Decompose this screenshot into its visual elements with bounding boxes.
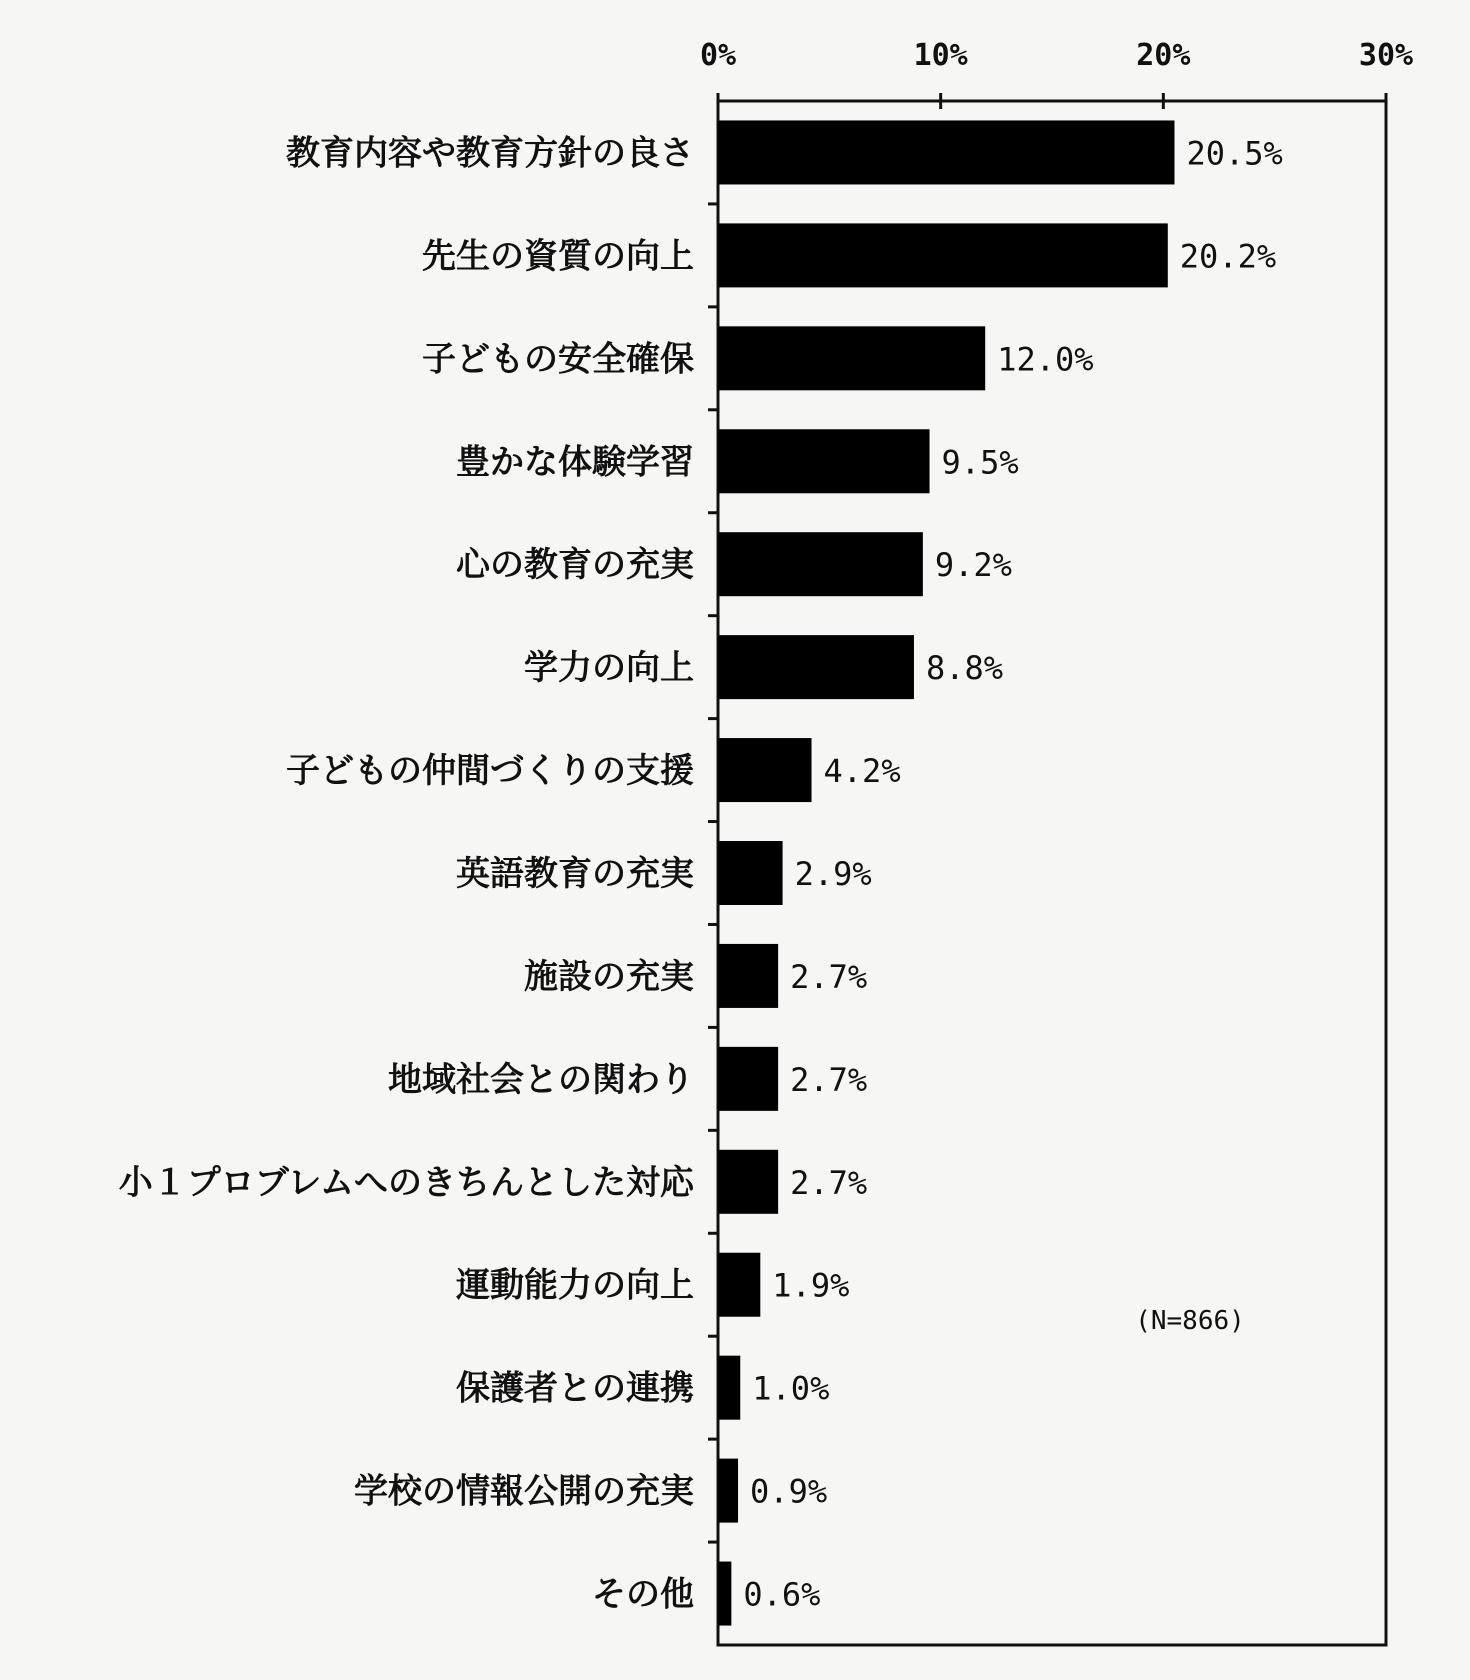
category-label: 先生の資質の向上 [422,236,694,277]
category-label: 小１プロブレムへのきちんとした対応 [118,1162,694,1203]
value-label: 1.0% [752,1369,830,1408]
bar [718,635,914,699]
bar [718,738,812,802]
value-label: 20.5% [1186,134,1283,173]
category-labels [119,133,695,1614]
bar [718,1459,738,1523]
bar [718,1150,778,1214]
value-label: 12.0% [997,340,1094,379]
bar [718,1047,778,1111]
value-label: 4.2% [823,752,901,791]
bar [718,326,985,390]
category-label: 教育内容や教育方針の良さ [286,133,694,174]
category-label: その他 [592,1574,694,1615]
bar [718,223,1168,287]
bar [718,120,1174,184]
value-label: 2.7% [790,957,868,996]
category-label: 子どもの安全確保 [422,339,694,380]
value-label: 2.9% [794,855,872,893]
value-label: 0.9% [750,1472,828,1511]
category-label: 豊かな体験学習 [456,442,694,483]
category-label: 保護者との連携 [456,1368,694,1409]
value-label: 1.9% [772,1266,850,1305]
bar [718,1356,740,1420]
sample-size-annotation: (N=866) [1135,1306,1245,1336]
category-label: 心の教育の充実 [456,545,694,586]
value-label: 2.7% [790,1060,868,1099]
category-label: 子どもの仲間づくりの支援 [286,751,694,792]
value-label: 9.5% [941,443,1019,482]
category-label: 学力の向上 [524,648,694,689]
bar [718,1562,731,1626]
category-label: 地域社会との関わり [388,1059,694,1100]
category-label: 運動能力の向上 [456,1265,694,1306]
x-tick-label: 10% [913,38,968,73]
bar [718,1253,760,1317]
x-tick-label: 20% [1136,38,1191,73]
bar [718,944,778,1008]
value-label: 2.7% [790,1163,868,1202]
category-label: 英語教育の充実 [456,854,694,894]
x-tick-label: 0% [699,38,737,73]
value-label: 8.8% [925,649,1004,688]
bar [718,429,930,493]
bar [718,532,923,596]
category-label: 学校の情報公開の充実 [354,1471,694,1512]
value-label: 0.6% [743,1575,821,1614]
x-tick-label: 30% [1358,38,1414,73]
value-label: 9.2% [934,546,1012,585]
bar [718,841,783,905]
value-label: 20.2% [1179,237,1277,276]
category-label: 施設の充実 [524,956,694,997]
